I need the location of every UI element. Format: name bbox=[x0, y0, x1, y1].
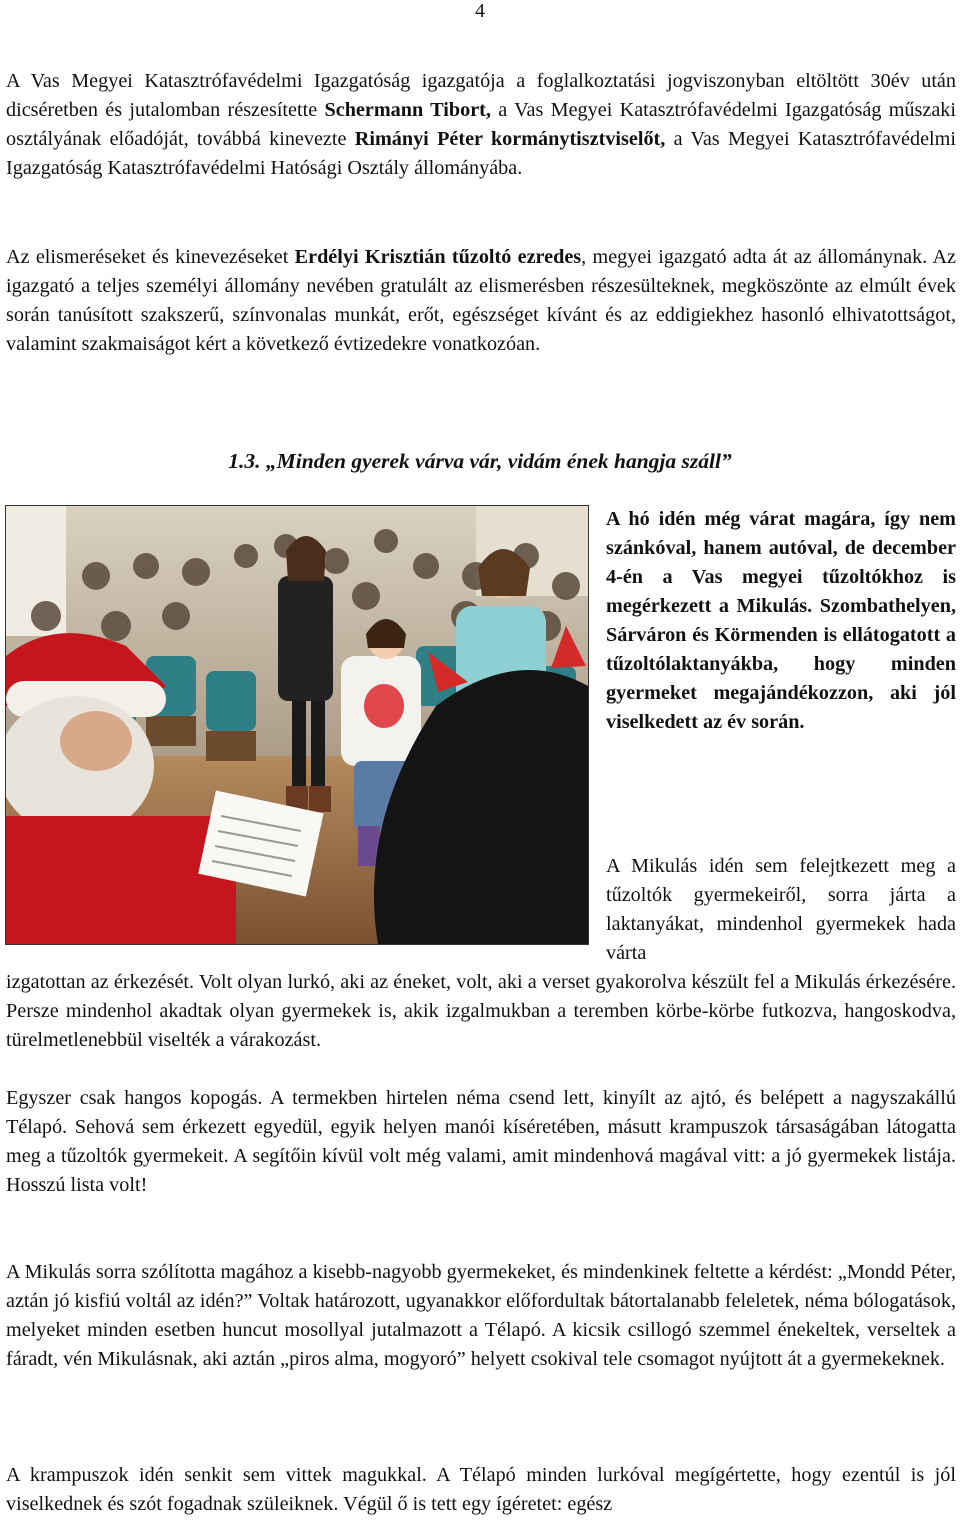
paragraph-questions bbox=[6, 1258, 956, 1374]
paragraph-knock bbox=[6, 1084, 956, 1200]
lead-text: A hó idén még várat magára, így nem szánkóval, hanem autóval, de december 4-én a Vas megyei tűzoltókhoz is megérkezett a Mikulás. Szombathelyen, Sárváron és Körmenden is ellátogatott a tűzoltólaktanyákba, hogy minden gyermeket megajándékozzon, aki jól viselkedett az év során. bbox=[606, 508, 956, 733]
name-erdelyi: Erdélyi Krisztián tűzoltó ezredes bbox=[294, 246, 582, 268]
para6-text: A krampuszok idén senkit sem vittek magukkal. A Télapó minden lurkóval megígértette, hogy ezentúl is jól viselkednek és szót fogadnak szüleiknek. Végül ő is tett egy ígéretet: egész bbox=[6, 1464, 956, 1515]
name-schermann: Schermann Tibort, bbox=[324, 99, 491, 121]
section-heading: 1.3. „Minden gyerek várva vár, vidám ének hangja száll” bbox=[228, 449, 732, 473]
para3-full-text: izgatottan az érkezését. Volt olyan lurkó, aki az éneket, volt, aki a verset gyakorolva készült fel a Mikulás érkezésére. Persze mindenhol akadtak olyan gyermekek is, akik izgalmukban a teremben körbe-körbe futkozva, hangoskodva, türelmetlenebbül viselték a várakozást. bbox=[6, 971, 956, 1051]
para3-side-text: A Mikulás idén sem felejtkezett meg a tűzoltók gyermekeiről, sorra járta a laktanyákat, mindenhol gyermekek hada várta bbox=[606, 855, 956, 964]
lead-paragraph bbox=[606, 505, 956, 737]
para1-text-1: A Vas Megyei Katasztrófavédelmi Igazgatóság igazgatója a foglalkoztatási jogviszonyban eltöltött 30év után dicséretben és jutalomban részesítette bbox=[6, 70, 956, 121]
paragraph-krampusz bbox=[6, 1461, 956, 1519]
paragraph-awards bbox=[6, 67, 956, 183]
para4-text: Egyszer csak hangos kopogás. A termekben hirtelen néma csend lett, kinyílt az ajtó, és belépett a nagyszakállú Télapó. Sehová sem érkezett egyedül, egyik helyen manói kíséretében, másutt krampuszok társaságában látogatta meg a tűzoltók gyermekeit. A segítőin kívül volt még valami, amit mindenhová magával vitt: a jó gyermekek listája. Hosszú lista volt! bbox=[6, 1087, 956, 1196]
para5-text: A Mikulás sorra szólította magához a kisebb-nagyobb gyermekeket, és mindenkinek feltette a kérdést: „Mondd Péter, aztán jó kisfiú voltál az idén?” Voltak határozott, ugyanakkor előfordultak bátortalanabb feleletek, néma bólogatások, melyeket minden esetben huncut mosollyal jutalmazott a Télapó. A kicsik csillogó szemmel énekeltek, verseltek a fáradt, vén Mikulásnak, aki aztán „piros alma, mogyoró” helyett csokival tele csomagot nyújtott át a gyermekeknek. bbox=[6, 1261, 956, 1370]
para2-text-1: Az elismeréseket és kinevezéseket bbox=[6, 246, 295, 268]
para2-text-2: , megyei igazgató adta át az állománynak. Az igazgató a teljes személyi állomány nevében gratulált az elismerésben részesülteknek, megköszönte az elmúlt évek során tanúsított szakszerű, színvonalas munkát, erőt, egészséget kívánt és az eddigiekhez hasonló elhivatottságot, valamint szakmaiságot kért a következő évtizedekre vonatkozóan. bbox=[6, 246, 956, 355]
name-rimanyi: Rimányi Péter kormánytisztviselőt, bbox=[354, 128, 666, 150]
para1-text-2: a Vas Megyei Katasztrófavédelmi Igazgatóság műszaki osztályának előadóját, továbbá kinevezte bbox=[6, 99, 957, 150]
paragraph-ceremony bbox=[6, 243, 956, 359]
para1-text-3: a Vas Megyei Katasztrófavédelmi Igazgatóság Katasztrófavédelmi Hatósági Osztály állományába. bbox=[6, 128, 956, 179]
page-number: 4 bbox=[475, 0, 485, 22]
paragraph-arrival bbox=[6, 968, 956, 1055]
santa-photo bbox=[5, 505, 589, 945]
paragraph-side bbox=[606, 852, 956, 968]
